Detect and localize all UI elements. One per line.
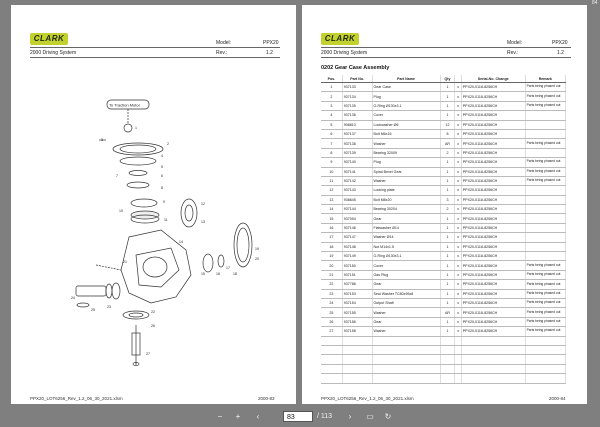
callout-17: 17 xyxy=(226,266,230,270)
callout-22: 22 xyxy=(151,310,155,314)
part-no-cell: 908810 xyxy=(342,120,372,129)
table-row xyxy=(321,83,566,92)
part-name-cell: Gear xyxy=(372,280,440,289)
part-nut xyxy=(124,124,132,132)
remark-cell: Parts being phased out xyxy=(525,176,565,185)
pos-cell: 1 xyxy=(321,83,342,92)
callout-4: 4 xyxy=(161,154,163,158)
remark-cell xyxy=(525,223,565,232)
part-no-cell: 937147 xyxy=(342,233,372,242)
part-name-cell: Plug xyxy=(372,92,440,101)
qty-cell: 1 xyxy=(440,186,455,195)
qty-cell: 1 xyxy=(440,261,455,270)
part-no-cell: 937141 xyxy=(342,167,372,176)
serial-cell: PPX20-0118-8256CH xyxy=(461,308,525,317)
remark-cell: Parts being phased out xyxy=(525,92,565,101)
pos-cell: 3 xyxy=(321,101,342,110)
row-marker: x xyxy=(455,317,461,326)
part-no-cell: 937158 xyxy=(342,327,372,336)
traction-motor-label: To Traction Motor xyxy=(109,102,140,108)
row-marker: x xyxy=(455,327,461,336)
part-name-cell: O-Ring Ø130x3.1 xyxy=(372,252,440,261)
clark-logo-right: CLARK xyxy=(321,33,359,45)
row-marker: x xyxy=(455,298,461,307)
part-name-cell: Nut M14x1.5 xyxy=(372,242,440,251)
callout-1: 1 xyxy=(135,126,137,130)
pos-cell: 24 xyxy=(321,298,342,307)
pos-cell: 14 xyxy=(321,205,342,214)
qty-cell: 1 xyxy=(440,280,455,289)
part-no-cell: 937146 xyxy=(342,223,372,232)
part-no-cell: 937155 xyxy=(342,308,372,317)
col-part-name: Part Name xyxy=(372,75,440,83)
serial-cell: PPX20-0118-8256CH xyxy=(461,205,525,214)
part-name-cell: Bearing 32009 xyxy=(372,148,440,157)
table-row xyxy=(321,242,566,251)
rev-value: 1.2 xyxy=(266,50,273,56)
serial-cell: PPX20-0118-8256CH xyxy=(461,242,525,251)
table-row xyxy=(321,289,566,298)
remark-cell xyxy=(525,233,565,242)
part-name-cell: Washer Ø14 xyxy=(372,233,440,242)
table-row xyxy=(321,298,566,307)
section-title: 0202 Gear Case Assembly xyxy=(321,65,390,71)
callout-9: 9 xyxy=(163,200,165,204)
row-marker: x xyxy=(455,148,461,157)
remark-cell xyxy=(525,111,565,120)
empty-row xyxy=(321,336,566,345)
part-no-cell: 937094 xyxy=(342,214,372,223)
part-name-cell: Plug xyxy=(372,158,440,167)
qty-cell: 1 xyxy=(440,289,455,298)
zoom-out-icon[interactable]: − xyxy=(217,412,223,421)
part-name-cell: Bearing 30204 xyxy=(372,205,440,214)
pos-cell: 13 xyxy=(321,195,342,204)
qty-cell: 3 xyxy=(440,195,455,204)
serial-cell: PPX20-0118-8256CH xyxy=(461,280,525,289)
zoom-corner: 84 xyxy=(592,0,598,6)
table-row xyxy=(321,148,566,157)
callout-6: 6 xyxy=(161,174,163,178)
part-no-cell: 937140 xyxy=(342,158,372,167)
part-cover xyxy=(181,199,197,227)
qty-cell: 1 xyxy=(440,223,455,232)
remark-cell xyxy=(525,186,565,195)
pos-cell: 10 xyxy=(321,167,342,176)
part-name-cell: Cover xyxy=(372,111,440,120)
callout-18: 18 xyxy=(233,272,237,276)
table-row xyxy=(321,270,566,279)
part-name-cell: Washer xyxy=(372,308,440,317)
pos-cell: 5 xyxy=(321,120,342,129)
output-shaft xyxy=(76,286,106,296)
part-name-cell: O-Ring Ø130x3.1 xyxy=(372,101,440,110)
qty-cell: 1 xyxy=(440,317,455,326)
exploded-gear-diagram xyxy=(11,65,296,395)
table-row xyxy=(321,101,566,110)
table-row xyxy=(321,205,566,214)
part-no-cell: 937137 xyxy=(342,129,372,138)
callout-2: 2 xyxy=(167,142,169,146)
serial-cell: PPX20-0118-8256CH xyxy=(461,129,525,138)
row-marker: x xyxy=(455,176,461,185)
qty-cell: 1 xyxy=(440,111,455,120)
remark-cell xyxy=(525,120,565,129)
part-no-cell: 938645 xyxy=(342,195,372,204)
page-total: / 113 xyxy=(317,413,333,420)
remark-cell: Parts being phased out xyxy=(525,280,565,289)
table-row xyxy=(321,167,566,176)
part-no-cell: 937156 xyxy=(342,317,372,326)
pos-cell: 15 xyxy=(321,214,342,223)
remark-cell: Parts being phased out xyxy=(525,261,565,270)
serial-cell: PPX20-0118-8256CH xyxy=(461,233,525,242)
qty-cell: 1 xyxy=(440,298,455,307)
left-footer-file: PPX20_LOT6256_Rev_1.2_06_30_2021.xlsm xyxy=(30,396,123,401)
qty-cell: 1 xyxy=(440,270,455,279)
row-marker: x xyxy=(455,129,461,138)
part-name-cell: Washer xyxy=(372,139,440,148)
serial-cell: PPX20-0118-8256CH xyxy=(461,289,525,298)
qty-cell: 1 xyxy=(440,252,455,261)
table-row xyxy=(321,317,566,326)
part-name-cell: Gear Case xyxy=(372,83,440,92)
system-title: 2000 Driving System xyxy=(30,50,77,56)
pos-cell: 7 xyxy=(321,139,342,148)
part-gear-side xyxy=(203,254,213,272)
pos-cell: 26 xyxy=(321,317,342,326)
part-name-cell: Lockwasher Ø6 xyxy=(372,120,440,129)
remark-cell xyxy=(525,252,565,261)
part-no-cell: 937134 xyxy=(342,92,372,101)
remark-cell xyxy=(525,214,565,223)
fit-page-icon[interactable]: ▭ xyxy=(366,412,374,421)
pos-cell: 12 xyxy=(321,186,342,195)
rev-label: Rev.: xyxy=(216,50,228,56)
qty-cell: 1 xyxy=(440,92,455,101)
pos-cell: 22 xyxy=(321,280,342,289)
table-row xyxy=(321,214,566,223)
qty-cell: 1 xyxy=(440,101,455,110)
part-name-cell: Gear xyxy=(372,317,440,326)
table-row xyxy=(321,92,566,101)
qty-cell: 2 xyxy=(440,148,455,157)
serial-cell: PPX20-0118-8256CH xyxy=(461,327,525,336)
part-seal-washer xyxy=(123,311,149,319)
callout-26: 26 xyxy=(151,324,155,328)
part-name-cell: Washer xyxy=(372,176,440,185)
col-pos: Pos. xyxy=(321,75,342,83)
rev-value-right: 1.2 xyxy=(557,50,564,56)
table-row xyxy=(321,111,566,120)
empty-row xyxy=(321,364,566,373)
table-row xyxy=(321,158,566,167)
table-row xyxy=(321,195,566,204)
part-name-cell: Bolt M8x20 xyxy=(372,195,440,204)
remark-cell xyxy=(525,148,565,157)
callout-3: 3 xyxy=(101,138,103,142)
row-marker: x xyxy=(455,223,461,232)
callout-15: 15 xyxy=(201,272,205,276)
row-marker: x xyxy=(455,120,461,129)
table-header-row xyxy=(321,75,566,83)
row-marker: x xyxy=(455,83,461,92)
qty-cell: 1 xyxy=(440,83,455,92)
right-page xyxy=(302,5,587,404)
pos-cell: 17 xyxy=(321,233,342,242)
serial-cell: PPX20-0118-8256CH xyxy=(461,261,525,270)
callout-12: 12 xyxy=(201,202,205,206)
table-row xyxy=(321,233,566,242)
pos-cell: 25 xyxy=(321,308,342,317)
serial-cell: PPX20-0118-8256CH xyxy=(461,83,525,92)
part-ring xyxy=(127,182,149,188)
pos-cell: 27 xyxy=(321,327,342,336)
row-marker: x xyxy=(455,308,461,317)
part-no-cell: 937154 xyxy=(342,298,372,307)
empty-row xyxy=(321,355,566,364)
col-qty: Qty xyxy=(440,75,455,83)
row-marker: x xyxy=(455,270,461,279)
empty-row xyxy=(321,345,566,354)
serial-cell: PPX20-0118-8256CH xyxy=(461,111,525,120)
serial-cell: PPX20-0118-8256CH xyxy=(461,139,525,148)
remark-cell: Parts being phased out xyxy=(525,298,565,307)
part-no-cell: 937150 xyxy=(342,261,372,270)
serial-cell: PPX20-0118-8256CH xyxy=(461,158,525,167)
col-part-no: Part No. xyxy=(342,75,372,83)
row-marker: x xyxy=(455,186,461,195)
serial-cell: PPX20-0118-8256CH xyxy=(461,120,525,129)
remark-cell xyxy=(525,129,565,138)
part-name-cell: Bolt M6x16 xyxy=(372,129,440,138)
rev-label-right: Rev.: xyxy=(507,50,519,56)
part-no-cell: 937142 xyxy=(342,176,372,185)
part-no-cell: 937138 xyxy=(342,139,372,148)
table-row xyxy=(321,176,566,185)
clark-logo: CLARK xyxy=(30,33,68,45)
serial-cell: PPX20-0118-8256CH xyxy=(461,214,525,223)
serial-cell: PPX20-0118-8256CH xyxy=(461,186,525,195)
serial-cell: PPX20-0118-8256CH xyxy=(461,298,525,307)
callout-19: 19 xyxy=(255,247,259,251)
row-marker: x xyxy=(455,233,461,242)
callout-25: 25 xyxy=(91,308,95,312)
callout-24: 24 xyxy=(71,296,75,300)
part-name-cell: Output Shaft xyxy=(372,298,440,307)
table-row xyxy=(321,280,566,289)
callout-8: 8 xyxy=(161,186,163,190)
serial-cell: PPX20-0118-8256CH xyxy=(461,223,525,232)
part-name-cell: Locking plate xyxy=(372,186,440,195)
table-row xyxy=(321,120,566,129)
col-remark: Remark xyxy=(525,75,565,83)
table-row xyxy=(321,223,566,232)
pos-cell: 18 xyxy=(321,242,342,251)
pos-cell: 8 xyxy=(321,148,342,157)
pos-cell: 2 xyxy=(321,92,342,101)
right-footer-page: 2000-84 xyxy=(549,396,566,401)
part-name-cell: Spiral Bevel Gear xyxy=(372,167,440,176)
remark-cell: Parts being phased out xyxy=(525,308,565,317)
table-row xyxy=(321,252,566,261)
qty-cell: 1 xyxy=(440,242,455,251)
table-row xyxy=(321,261,566,270)
qty-cell: 2 xyxy=(440,205,455,214)
remark-cell: Parts being phased out xyxy=(525,270,565,279)
qty-cell: AR xyxy=(440,308,455,317)
col-serial: Serial-No. Change xyxy=(461,75,525,83)
remark-cell: Parts being phased out xyxy=(525,317,565,326)
callout-11: 11 xyxy=(164,218,168,222)
qty-cell: 1 xyxy=(440,214,455,223)
table-row xyxy=(321,308,566,317)
part-name-cell: Gas Plug xyxy=(372,270,440,279)
pos-cell: 23 xyxy=(321,289,342,298)
part-name-cell: Cover xyxy=(372,261,440,270)
parts-table xyxy=(321,75,566,384)
model-value: PPX20 xyxy=(263,40,279,46)
remark-cell: Parts being phased out xyxy=(525,139,565,148)
system-title-right: 2000 Driving System xyxy=(321,50,368,56)
part-washer xyxy=(129,171,147,176)
part-name-cell: Washer xyxy=(372,327,440,336)
qty-cell: 1 xyxy=(440,176,455,185)
row-marker: x xyxy=(455,205,461,214)
row-marker: x xyxy=(455,111,461,120)
row-marker: x xyxy=(455,101,461,110)
model-value-right: PPX20 xyxy=(552,40,568,46)
part-no-cell: 937151 xyxy=(342,270,372,279)
callout-13: 13 xyxy=(201,220,205,224)
row-marker: x xyxy=(455,214,461,223)
serial-cell: PPX20-0118-8256CH xyxy=(461,92,525,101)
pos-cell: 4 xyxy=(321,111,342,120)
zoom-in-icon[interactable]: + xyxy=(235,412,241,421)
remark-cell xyxy=(525,195,565,204)
callout-16: 16 xyxy=(216,272,220,276)
part-no-cell: 937786 xyxy=(342,280,372,289)
table-row xyxy=(321,129,566,138)
part-no-cell: 937153 xyxy=(342,289,372,298)
part-name-cell: Flatwasher Ø14 xyxy=(372,223,440,232)
prev-page-icon[interactable]: ‹ xyxy=(256,412,260,421)
qty-cell: 1 xyxy=(440,233,455,242)
part-no-cell: 937136 xyxy=(342,111,372,120)
qty-cell: 12 xyxy=(440,120,455,129)
empty-row xyxy=(321,374,566,383)
callout-7: 7 xyxy=(116,174,118,178)
part-bearing-2 xyxy=(131,199,157,207)
row-marker: x xyxy=(455,158,461,167)
pos-cell: 9 xyxy=(321,158,342,167)
part-no-cell: 937144 xyxy=(342,205,372,214)
serial-cell: PPX20-0118-8256CH xyxy=(461,167,525,176)
next-page-icon[interactable]: › xyxy=(348,412,352,421)
page-number-input[interactable]: 83 xyxy=(283,411,313,422)
qty-cell: 8 xyxy=(440,129,455,138)
remark-cell xyxy=(525,242,565,251)
pos-cell: 6 xyxy=(321,129,342,138)
left-page xyxy=(11,5,296,404)
pos-cell: 19 xyxy=(321,252,342,261)
serial-cell: PPX20-0118-8256CH xyxy=(461,101,525,110)
part-no-cell: 937143 xyxy=(342,186,372,195)
row-marker: x xyxy=(455,92,461,101)
remark-cell xyxy=(525,205,565,214)
rotate-icon[interactable]: ↻ xyxy=(384,412,392,421)
serial-cell: PPX20-0118-8256CH xyxy=(461,176,525,185)
remark-cell: Parts being phased out xyxy=(525,327,565,336)
row-marker: x xyxy=(455,252,461,261)
serial-cell: PPX20-0118-8256CH xyxy=(461,148,525,157)
remark-cell: Parts being phased out xyxy=(525,289,565,298)
part-name-cell: Gear xyxy=(372,214,440,223)
table-row xyxy=(321,139,566,148)
remark-cell: Parts being phased out xyxy=(525,83,565,92)
part-no-cell: 937139 xyxy=(342,148,372,157)
pos-cell: 20 xyxy=(321,261,342,270)
serial-cell: PPX20-0118-8256CH xyxy=(461,195,525,204)
left-footer-page: 2000-83 xyxy=(258,396,275,401)
qty-cell: 1 xyxy=(440,158,455,167)
part-name-cell: Seal Washer TC80x95x8 xyxy=(372,289,440,298)
remark-cell: Parts being phased out xyxy=(525,101,565,110)
right-footer-file: PPX20_LOT6256_Rev_1.2_06_30_2021.xlsm xyxy=(321,396,414,401)
callout-20: 20 xyxy=(255,257,259,261)
table-row xyxy=(321,327,566,336)
part-no-cell: 937133 xyxy=(342,83,372,92)
row-marker: x xyxy=(455,280,461,289)
table-row xyxy=(321,186,566,195)
row-marker: x xyxy=(455,261,461,270)
callout-21: 21 xyxy=(123,260,127,264)
serial-cell: PPX20-0118-8256CH xyxy=(461,252,525,261)
qty-cell: AR xyxy=(440,139,455,148)
callout-14: 14 xyxy=(179,240,183,244)
callout-23: 23 xyxy=(107,305,111,309)
callout-5: 5 xyxy=(161,165,163,169)
part-no-cell: 937148 xyxy=(342,242,372,251)
qty-cell: 1 xyxy=(440,327,455,336)
serial-cell: PPX20-0118-8256CH xyxy=(461,317,525,326)
part-bearing xyxy=(120,157,156,165)
remark-cell: Parts being phased out xyxy=(525,158,565,167)
model-label-right: Model: xyxy=(507,40,523,46)
pos-cell: 16 xyxy=(321,223,342,232)
pos-cell: 21 xyxy=(321,270,342,279)
serial-cell: PPX20-0118-8256CH xyxy=(461,270,525,279)
part-no-cell: 937149 xyxy=(342,252,372,261)
remark-cell: Parts being phased out xyxy=(525,167,565,176)
row-marker: x xyxy=(455,167,461,176)
part-no-cell: 937135 xyxy=(342,101,372,110)
pos-cell: 11 xyxy=(321,176,342,185)
callout-10: 10 xyxy=(119,209,123,213)
row-marker: x xyxy=(455,195,461,204)
row-marker: x xyxy=(455,242,461,251)
row-marker: x xyxy=(455,139,461,148)
callout-27: 27 xyxy=(146,352,150,356)
qty-cell: 1 xyxy=(440,167,455,176)
row-marker: x xyxy=(455,289,461,298)
model-label: Model: xyxy=(216,40,232,46)
